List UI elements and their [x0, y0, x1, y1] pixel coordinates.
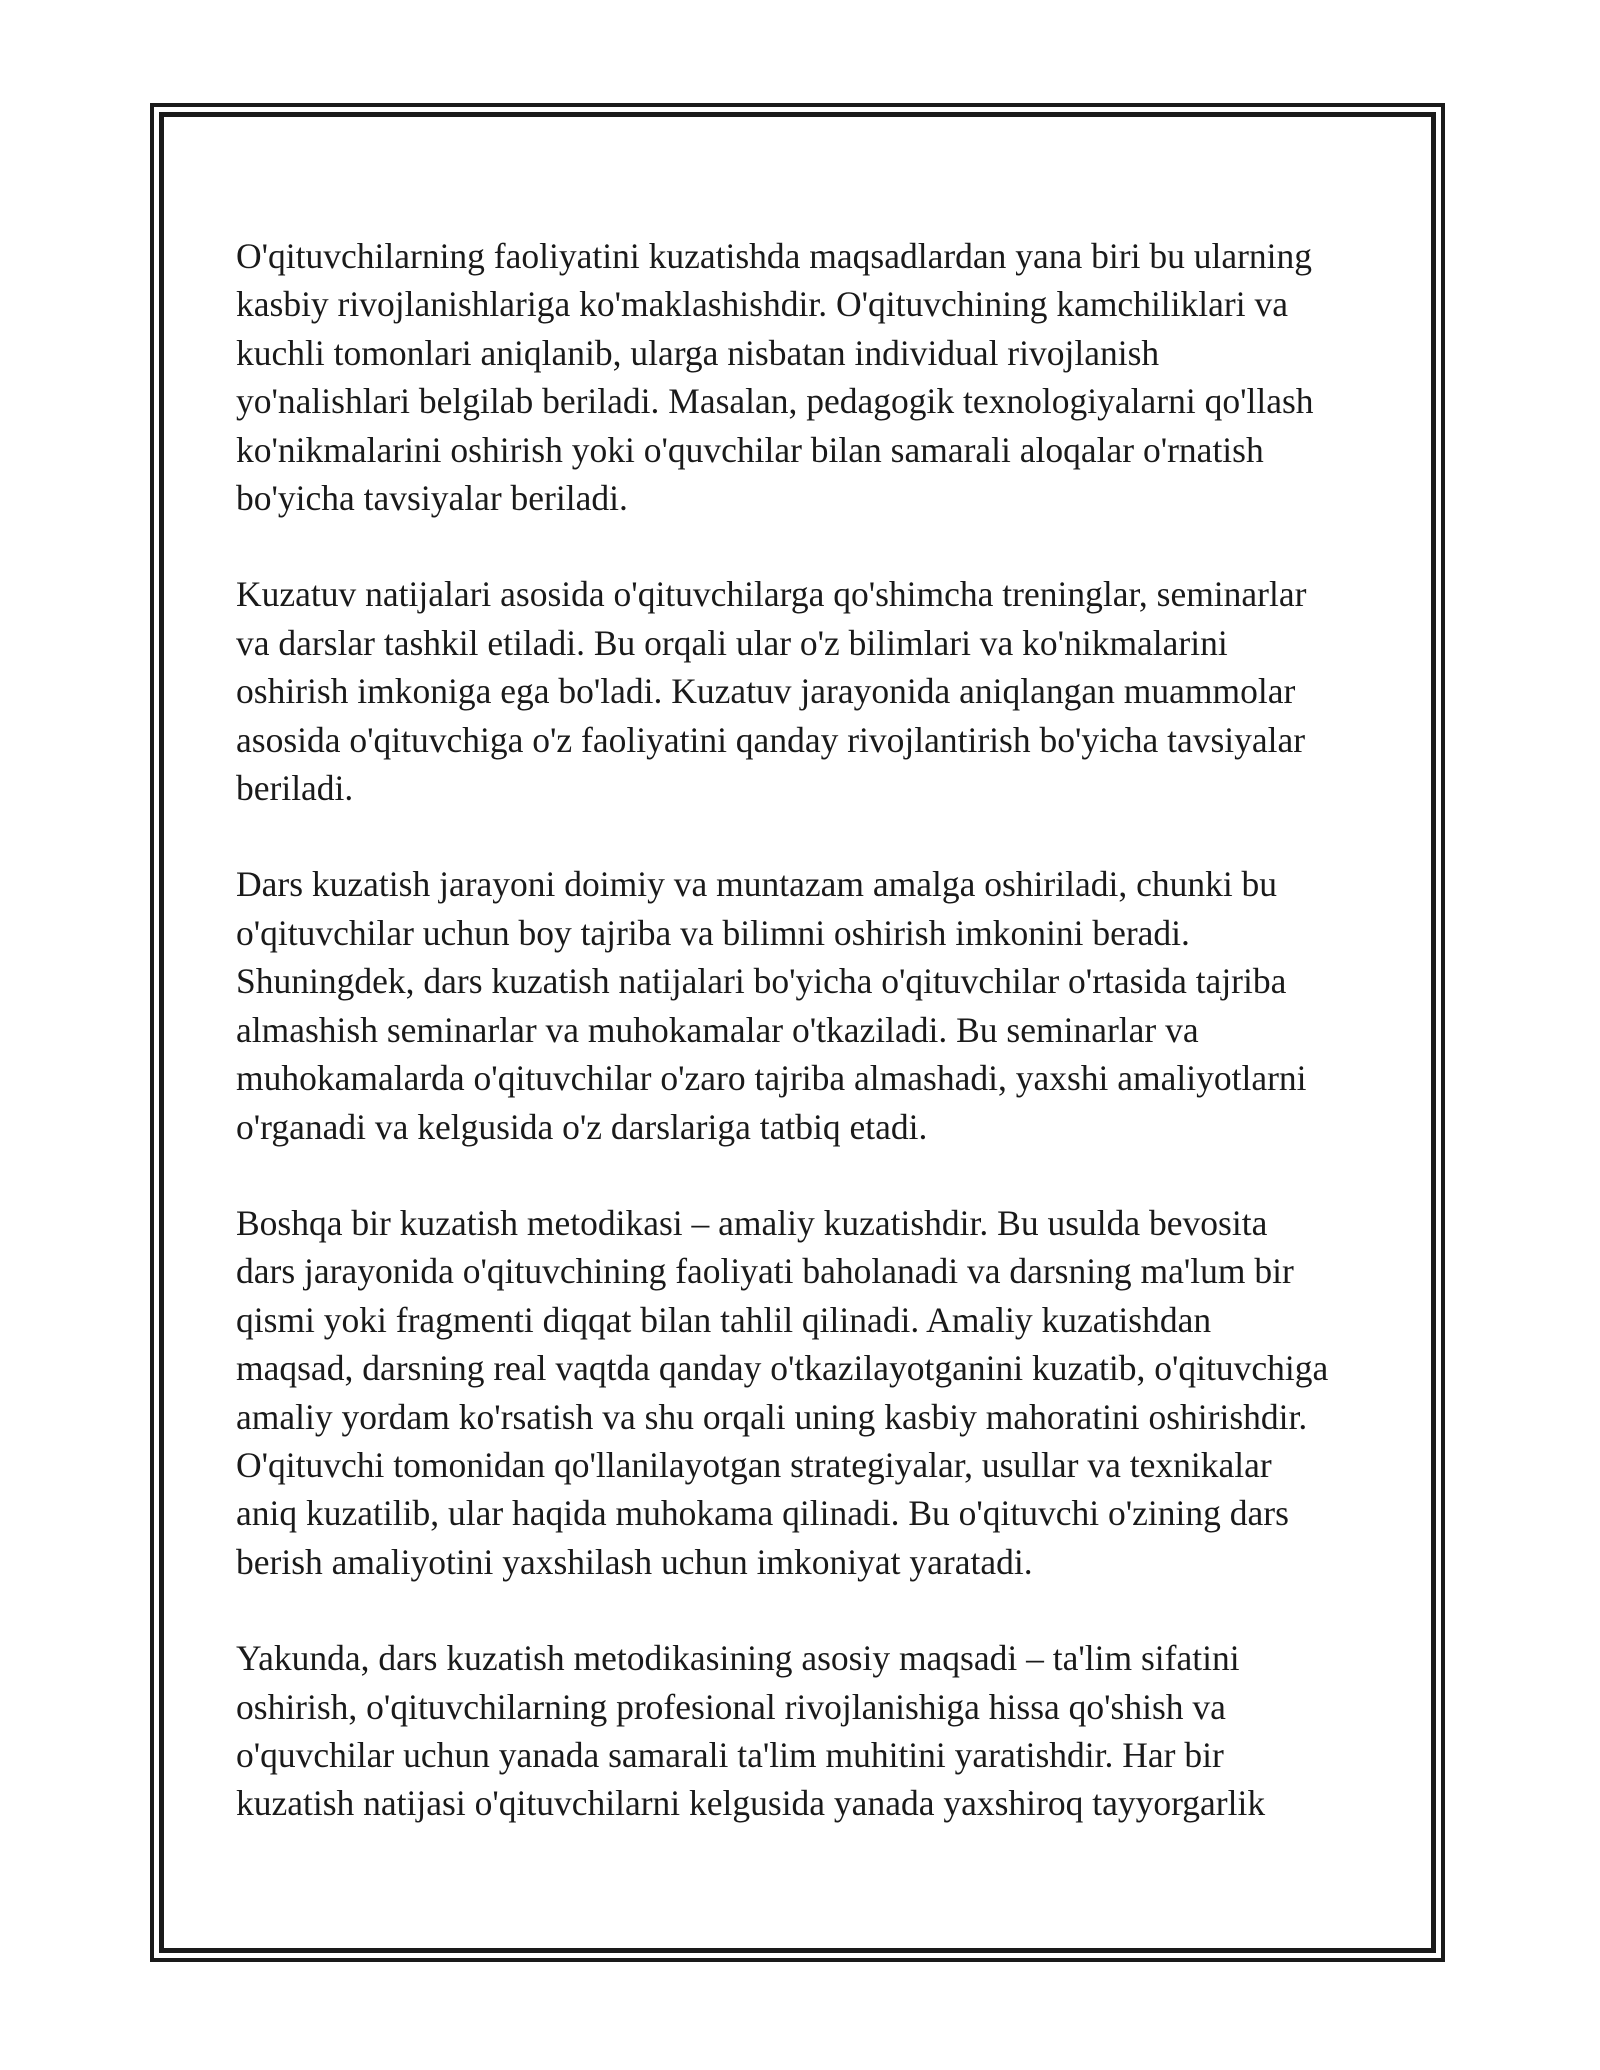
- text-line: almashish seminarlar va muhokamalar o'tkaziladi. Bu seminarlar va: [236, 1009, 1199, 1050]
- text-line: berish amaliyotini yaxshilash uchun imkoniyat yaratadi.: [236, 1541, 1033, 1582]
- text-line: kuchli tomonlari aniqlanib, ularga nisbatan individual rivojlanish: [236, 332, 1160, 373]
- paragraph-1: [236, 232, 1376, 522]
- text-line: O'qituvchilarning faoliyatini kuzatishda maqsadlardan yana biri bu ularning: [236, 236, 1313, 276]
- text-line: kuzatish natijasi o'qituvchilarni kelgusida yanada yaxshiroq tayyorgarlik: [236, 1783, 1266, 1824]
- text-line: Kuzatuv natijalari asosida o'qituvchilarga qo'shimcha treninglar, seminarlar: [236, 574, 1307, 615]
- text-line: beriladi.: [236, 768, 354, 809]
- text-line: oshirish imkoniga ega bo'ladi. Kuzatuv jarayonida aniqlangan muammolar: [236, 671, 1296, 712]
- text-line: o'qituvchilar uchun boy tajriba va bilimni oshirish imkonini beradi.: [236, 912, 1190, 953]
- text-line: oshirish, o'qituvchilarning profesional rivojlanishiga hissa qo'shish va: [236, 1686, 1226, 1727]
- text-line: Boshqa bir kuzatish metodikasi – amaliy kuzatishdir. Bu usulda bevosita: [236, 1202, 1268, 1243]
- paragraph-5: [236, 1634, 1376, 1828]
- text-line: va darslar tashkil etiladi. Bu orqali ular o'z bilimlari va ko'nikmalarini: [236, 622, 1228, 663]
- text-line: Yakunda, dars kuzatish metodikasining asosiy maqsadi – ta'lim sifatini: [236, 1638, 1240, 1679]
- text-line: bo'yicha tavsiyalar beriladi.: [236, 478, 628, 519]
- text-line: o'rganadi va kelgusida o'z darslariga tatbiq etadi.: [236, 1106, 928, 1147]
- text-line: O'qituvchi tomonidan qo'llanilayotgan strategiyalar, usullar va texnikalar: [236, 1444, 1272, 1485]
- text-line: aniq kuzatilib, ular haqida muhokama qilinadi. Bu o'qituvchi o'zining dars: [236, 1493, 1289, 1534]
- paragraph-2: [236, 570, 1376, 812]
- document-body: [236, 232, 1376, 1876]
- text-line: asosida o'qituvchiga o'z faoliyatini qanday rivojlantirish bo'yicha tavsiyalar: [236, 719, 1306, 760]
- text-line: ko'nikmalarini oshirish yoki o'quvchilar bilan samarali aloqalar o'rnatish: [236, 429, 1264, 470]
- paragraph-3: [236, 860, 1376, 1150]
- text-line: Shuningdek, dars kuzatish natijalari bo'yicha o'qituvchilar o'rtasida tajriba: [236, 961, 1287, 1002]
- text-line: maqsad, darsning real vaqtda qanday o'tkazilayotganini kuzatib, o'qituvchiga: [236, 1348, 1329, 1389]
- text-line: kasbiy rivojlanishlariga ko'maklashishdir. O'qituvchining kamchiliklari va: [236, 284, 1288, 325]
- text-line: o'quvchilar uchun yanada samarali ta'lim muhitini yaratishdir. Har bir: [236, 1734, 1224, 1775]
- text-line: Dars kuzatish jarayoni doimiy va muntazam amalga oshiriladi, chunki bu: [236, 864, 1278, 905]
- text-line: dars jarayonida o'qituvchining faoliyati baholanadi va darsning ma'lum bir: [236, 1251, 1294, 1292]
- text-line: yo'nalishlari belgilab beriladi. Masalan, pedagogik texnologiyalarni qo'llash: [236, 381, 1314, 422]
- text-line: amaliy yordam ko'rsatish va shu orqali uning kasbiy mahoratini oshirishdir.: [236, 1396, 1308, 1437]
- text-line: qismi yoki fragmenti diqqat bilan tahlil qilinadi. Amaliy kuzatishdan: [236, 1299, 1212, 1340]
- paragraph-4: [236, 1199, 1376, 1586]
- text-line: muhokamalarda o'qituvchilar o'zaro tajriba almashadi, yaxshi amaliyotlarni: [236, 1058, 1307, 1099]
